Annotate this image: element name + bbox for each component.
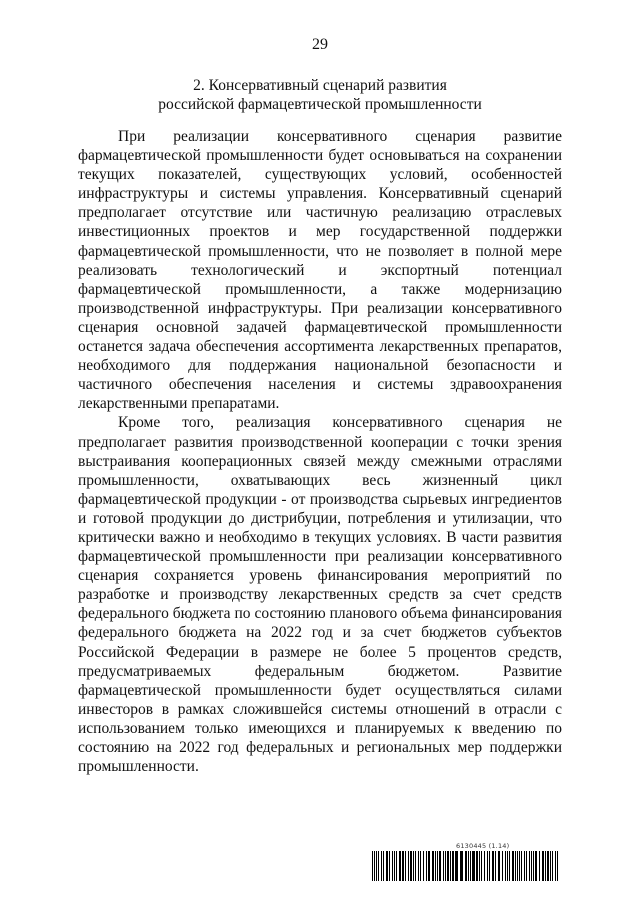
body-text (78, 127, 562, 776)
section-heading (78, 76, 562, 114)
page-number: 29 (312, 36, 328, 53)
barcode-image (372, 851, 560, 881)
paragraph-1: При реализации консервативного сценария развитие фармацевтической промышленности будет основываться на сохранении текущих показателей, существующих условий, особенностей инфраструктуры и системы управления. Консервативный сценарий предполагает отсутствие или частичную реализацию отраслевых инвестиционных проектов и мер государственной поддержки фармацевтической промышленности, что не позволяет в полной мере реализовать технологический и экспортный потенциал фармацевтической промышленности, а также модернизацию производственной инфраструктуры. При реализации консервативного сценария основной задачей фармацевтической промышленности останется задача обеспечения ассортимента лекарственных препаратов, необходимого для поддержания национальной безопасности и частичного обеспечения населения и системы здравоохранения лекарственными препаратами. (78, 128, 562, 413)
section-heading-line-2: российской фармацевтической промышленности (158, 96, 482, 113)
section-heading-line-1: 2. Консервативный сценарий развития (193, 77, 447, 94)
document-stamp: 6130445 (1.14) (456, 842, 510, 850)
paragraph-2: Кроме того, реализация консервативного сценария не предполагает развития производственной кооперации с точки зрения выстраивания кооперационных связей между смежными отраслями промышленности, охватывающих весь жизненный цикл фармацевтической продукции - от производства сырьевых ингредиентов и готовой продукции до дистрибуции, потребления и утилизации, что критически важно и необходимо в текущих условиях. В части развития фармацевтической промышленности при реализации консервативного сценария сохраняется уровень финансирования мероприятий по разработке и производству лекарственных средств за счет средств федерального бюджета по состоянию планового объема финансирования федерального бюджета на 2022 год и за счет бюджетов субъектов Российской Федерации в размере не более 5 процентов средств, предусматриваемых федеральным бюджетом. Развитие фармацевтической промышленности будет осуществляться силами инвесторов в рамках сложившейся системы отношений в отрасли с использованием только имеющихся и планируемых к введению по состоянию на 2022 год федеральных и региональных мер поддержки промышленности. (78, 414, 562, 776)
